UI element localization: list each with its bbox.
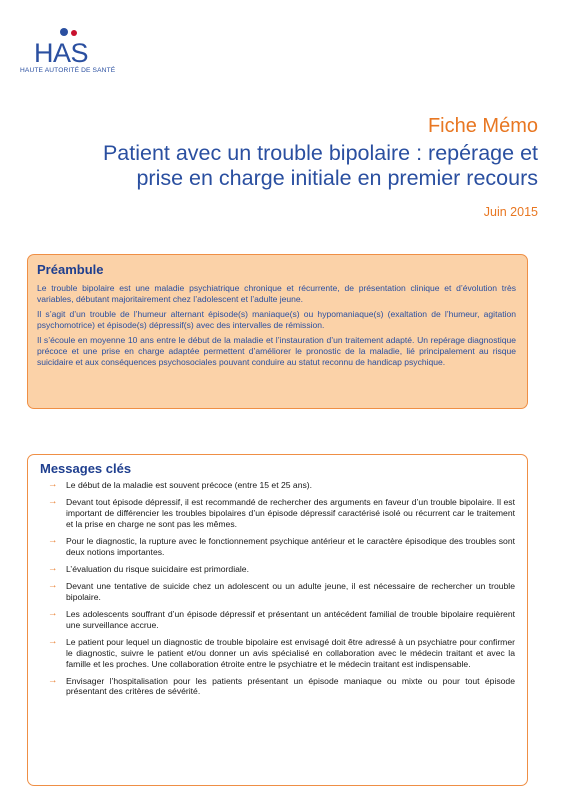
has-logo (20, 16, 150, 78)
list-item (40, 564, 515, 575)
list-item-text: Le début de la maladie est souvent précoce (entre 15 et 25 ans). (66, 480, 313, 490)
list-item-text: Pour le diagnostic, la rupture avec le fonctionnement psychique antérieur et le caractère épisodique des troubles sont deux notions importantes. (66, 535, 515, 557)
list-item-text: L’évaluation du risque suicidaire est primordiale. (66, 563, 249, 574)
list-item-text: Les adolescents souffrant d’un épisode dépressif et présentant un antécédent familial de trouble bipolaire requièrent une surveillance accrue. (66, 609, 515, 630)
key-messages-box (27, 454, 528, 786)
list-item (40, 581, 515, 602)
arrow-right-icon: → (48, 479, 58, 490)
list-item (40, 536, 515, 557)
logo-subtitle: HAUTE AUTORITÉ DE SANTÉ (20, 67, 116, 74)
preambule-paragraph: Le trouble bipolaire est une maladie psychiatrique chronique et récurrente, de présentation clinique et d’évolution très variables, débutant majoritairement chez l’adolescent et l’adulte jeune. (37, 283, 516, 304)
title-line-2: prise en charge initiale en premier recours (136, 166, 538, 190)
list-item (40, 609, 515, 630)
list-item (40, 676, 515, 697)
list-item-text: Devant une tentative de suicide chez un adolescent ou un adulte jeune, il est nécessaire de rechercher un trouble bipolaire. (66, 581, 515, 602)
arrow-right-icon: → (48, 608, 58, 620)
arrow-right-icon: → (48, 562, 58, 574)
list-item-text: Envisager l’hospitalisation pour les patients présentant un épisode maniaque ou mixte ou pour tout épisode présentant des critères de sévérité. (66, 675, 515, 697)
document-date: Juin 2015 (483, 205, 538, 219)
logo-mark: HAS (34, 38, 89, 68)
preambule-box (27, 254, 528, 409)
preambule-paragraph: Il s’écoule en moyenne 10 ans entre le début de la maladie et l’instauration d’un traitement adapté. Un repérage diagnostique précoce et une prise en charge adaptée permettent d’améliorer le pronostic de la maladie, lié principalement au risque suicidaire et aux conséquences psychosociales pouvant conduire au statut reconnu de handicap psychique. (37, 335, 516, 367)
key-messages-heading: Messages clés (40, 461, 132, 476)
logo-dot-blue (60, 28, 68, 36)
document-header (103, 115, 538, 191)
list-item (40, 497, 515, 529)
preambule-heading: Préambule (37, 262, 104, 277)
document-title (103, 141, 538, 191)
document-type: Fiche Mémo (427, 115, 538, 137)
title-line-1: Patient avec un trouble bipolaire : repérage et (102, 141, 538, 165)
arrow-right-icon: → (48, 636, 58, 648)
list-item (40, 480, 515, 491)
arrow-right-icon: → (48, 496, 58, 508)
arrow-right-icon: → (48, 674, 58, 686)
key-messages-list (40, 480, 515, 697)
arrow-right-icon: → (48, 580, 58, 592)
list-item (40, 637, 515, 669)
list-item-text: Devant tout épisode dépressif, il est recommandé de rechercher des arguments en faveur d’un trouble bipolaire. Il est important de différencier les troubles bipolaires d’un épisode dépressif caractérisé isolé ou récurrent car le traitement et la prise en charge ne sont pas les mêmes. (66, 497, 515, 529)
arrow-right-icon: → (48, 534, 58, 546)
logo-dot-red (71, 30, 77, 36)
preambule-paragraph: Il s’agit d’un trouble de l’humeur alternant épisode(s) maniaque(s) ou hypomaniaque(s) (exaltation de l’humeur, agitation psychomotrice) et épisode(s) dépressif(s) avec des intervalles de rémission. (37, 309, 516, 330)
list-item-text: Le patient pour lequel un diagnostic de trouble bipolaire est envisagé doit être adressé à un psychiatre pour confirmer le diagnostic, suivre le patient et/ou donner un avis spécialisé en collaboration avec le médecin traitant et avec la famille et les proches. Une collaboration étroite entre le psychiatre et le médecin traitant est indispensable. (66, 637, 515, 669)
